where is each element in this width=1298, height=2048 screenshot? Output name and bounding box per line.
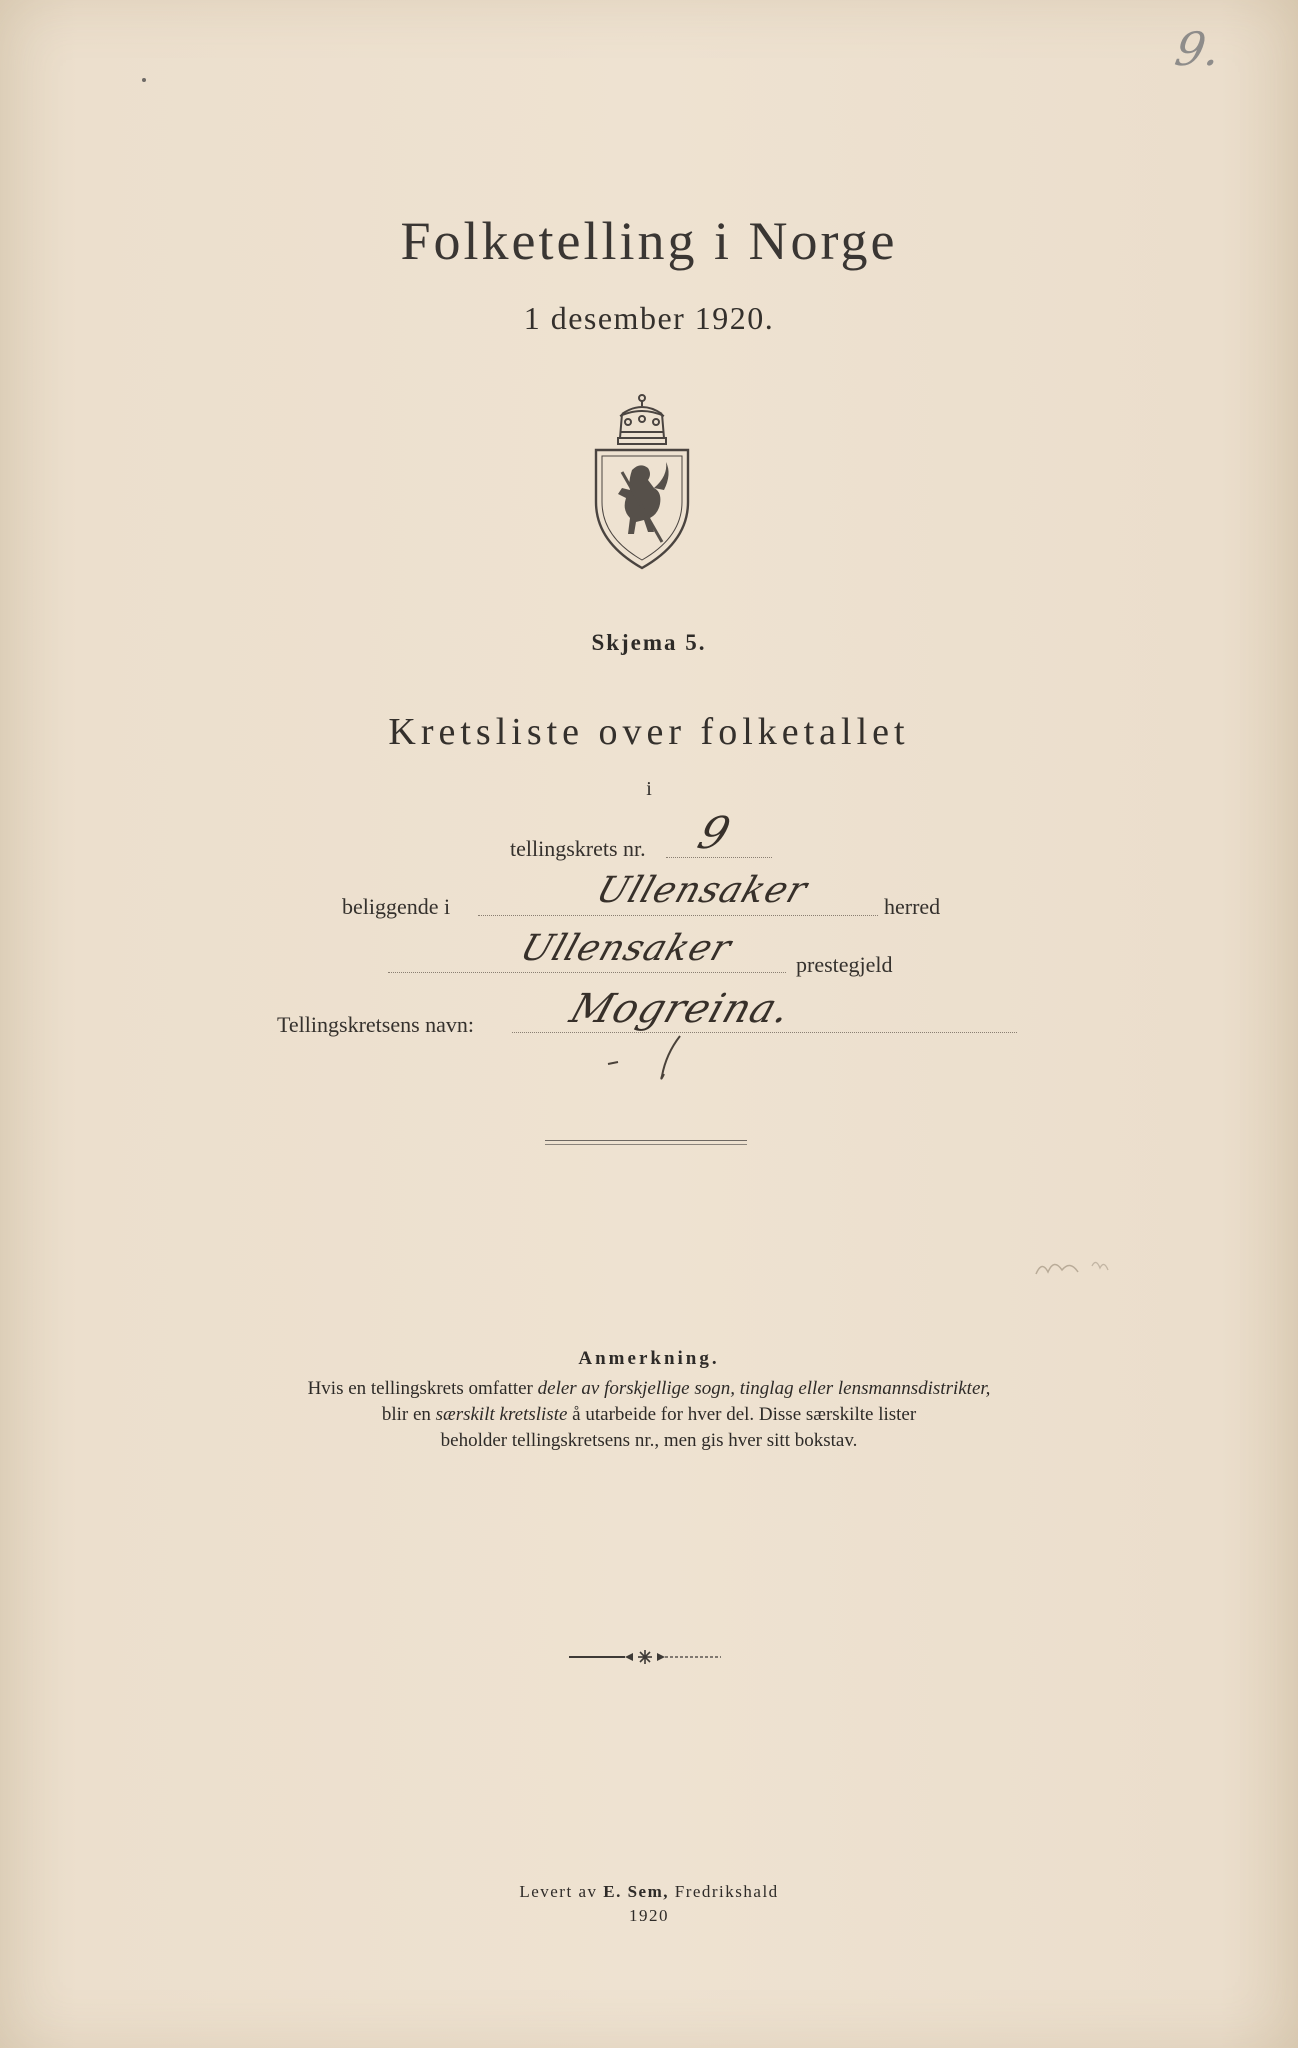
ink-speck: [142, 78, 146, 82]
printer-ornament-icon: [565, 1648, 725, 1666]
beliggende-label: beliggende i: [342, 894, 451, 919]
prestegjeld-label: prestegjeld: [796, 952, 893, 977]
herred-label: herred: [884, 894, 941, 919]
list-heading: Kretsliste over folketallet: [388, 711, 910, 753]
prestegjeld-line: [388, 972, 786, 973]
handwriting-flourish-icon: [600, 1034, 690, 1082]
section-divider: [545, 1140, 747, 1145]
krets-name-value: Mogreina.: [564, 986, 798, 1032]
krets-name-label: Tellingskretsens navn:: [277, 1012, 475, 1037]
form-title: Folketelling i Norge: [400, 211, 898, 271]
remark-title: Anmerkning.: [578, 1348, 720, 1369]
norwegian-coat-of-arms-icon: [592, 392, 692, 572]
krets-number-value: 9: [691, 808, 738, 859]
remark-line-3: beholder tellingskretsens nr., men gis hver sitt bokstav.: [440, 1430, 858, 1451]
schema-number: Skjema 5.: [591, 630, 707, 655]
herred-value: Ullensaker: [591, 870, 813, 911]
printer-line: Levert av E. Sem, Fredrikshald: [519, 1882, 779, 1901]
krets-name-line: [512, 1032, 1017, 1033]
herred-line: [478, 915, 878, 916]
prestegjeld-value: Ullensaker: [515, 928, 737, 969]
remark-text: [0, 1376, 1298, 1454]
census-date: 1 desember 1920.: [523, 300, 775, 336]
printer-year: 1920: [629, 1906, 669, 1925]
heading-connector: i: [646, 778, 652, 800]
page-number: 9.: [1171, 22, 1225, 76]
krets-number-label: tellingskrets nr.: [510, 836, 646, 861]
remark-line-2: blir en særskilt kretsliste å utarbeide for hver del. Disse særskilte lister: [381, 1404, 917, 1425]
faint-pencil-scribble-icon: [1032, 1252, 1112, 1282]
remark-line-1: Hvis en tellingskrets omfatter deler av forskjellige sogn, tinglag eller lensmannsdistrikter,: [307, 1378, 991, 1399]
printer-imprint: [0, 1880, 1298, 1928]
